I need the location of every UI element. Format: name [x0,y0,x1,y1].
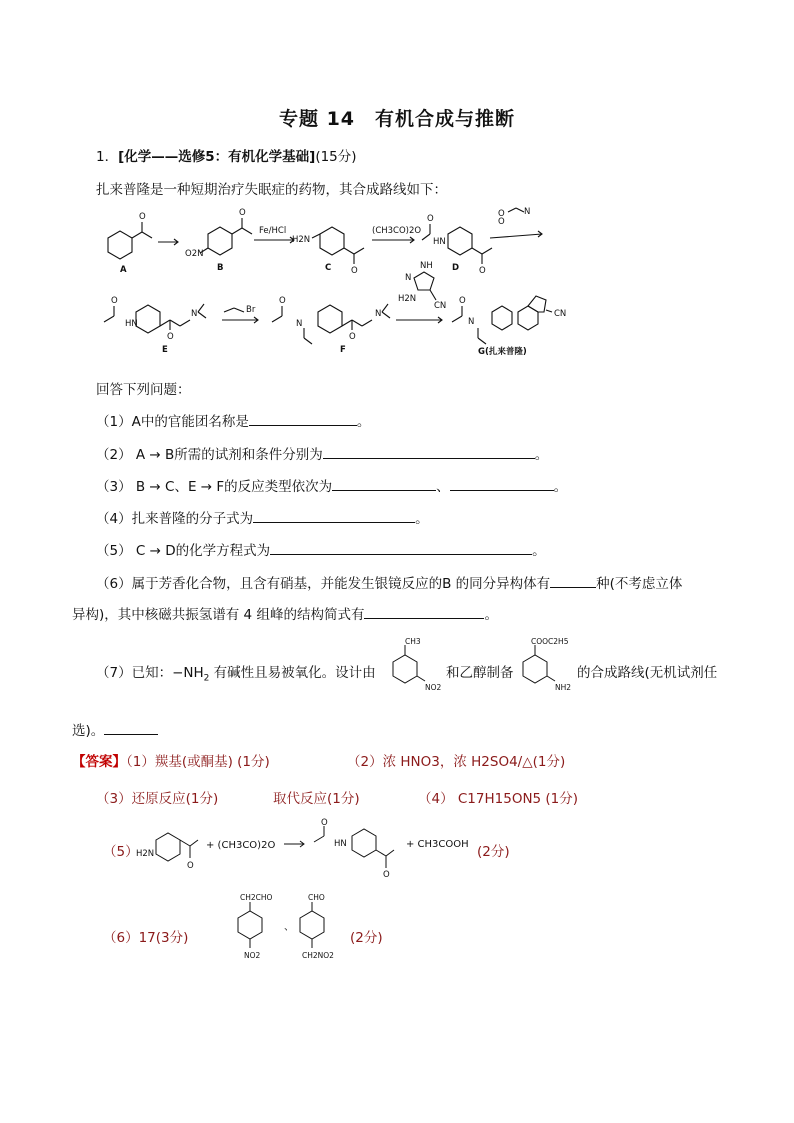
svg-text:NH2: NH2 [555,683,572,692]
question-item-6-cont: 异构)，其中核磁共振氢谱有 4 组峰的结构简式有 。 [72,607,498,623]
group-label: N [375,309,382,319]
question-item-7-mid: 和乙醇制备 [446,665,514,681]
group-label: O2N [185,249,204,259]
svg-text:O: O [279,296,286,306]
answer-3b: 取代反应(1分) [273,791,360,807]
svg-text:O: O [351,266,358,276]
answer-5-label: （5） [103,844,139,860]
svg-text:CH2CHO: CH2CHO [240,893,273,902]
question-item-5: （5） C → D的化学方程式为 。 [96,543,546,559]
answer-6-points: (2分) [350,930,383,946]
group-label: N [524,207,531,217]
svg-text:+ (CH3CO)2O: + (CH3CO)2O [206,840,276,851]
svg-text:O: O [383,870,390,880]
reagent-label: Br [246,305,256,315]
answer-2: （2）浓 HNO3，浓 H2SO4/△(1分) [347,754,566,770]
svg-text:O: O [479,266,486,276]
blank-6b[interactable] [364,605,484,619]
svg-text:O: O [321,818,328,828]
question-item-4: （4）扎来普隆的分子式为 。 [96,511,429,527]
question-item-2: （2） A → B所需的试剂和条件分别为 。 [96,447,549,463]
question-intro: 扎来普隆是一种短期治疗失眠症的药物，其合成路线如下： [96,182,447,198]
svg-text:、: 、 [284,922,294,933]
reagent-label: (CH3CO)2O [372,226,422,236]
compound-label-c: C [325,263,332,273]
question-number: 1． [96,149,119,165]
compound-label-a: A [120,265,127,275]
group-label: H2N [398,294,417,304]
blank-5[interactable] [270,541,532,555]
svg-text:HN: HN [334,839,347,849]
svg-text:COOC2H5: COOC2H5 [531,637,569,646]
group-label: O [498,217,505,227]
page-title: 专题 14 有机合成与推断 [278,108,516,130]
compound-label-f: F [340,345,346,355]
svg-text:O: O [349,332,356,342]
toluene-nitro-structure [383,636,443,698]
question-item-3: （3） B → C、E → F的反应类型依次为 、 。 [96,479,568,495]
question-points: (15分) [315,149,357,165]
svg-text:O: O [427,214,434,224]
blank-1[interactable] [249,412,357,426]
svg-text:CH2NO2: CH2NO2 [302,951,334,960]
group-label: N [296,319,303,329]
blank-2[interactable] [323,445,535,459]
blank-3a[interactable] [332,477,436,491]
group-label: N [405,273,412,283]
answer-5-points: (2分) [477,844,510,860]
svg-text:O: O [167,332,174,342]
svg-text:O: O [459,296,466,306]
question-header [96,145,357,165]
ester-amine-structure [513,636,579,698]
group-label: H2N [292,235,311,245]
group-label: CN [434,301,447,311]
answer-prompt: 回答下列问题： [96,382,191,398]
answer-4: （4） C17H15ON5 (1分) [418,791,579,807]
group-label: HN [433,237,446,247]
compound-label-e: E [162,345,168,355]
svg-text:O: O [187,861,194,871]
answer-5-equation [134,818,504,878]
blank-7[interactable] [104,721,158,735]
svg-text:NO2: NO2 [425,683,442,692]
question-item-7: （7）已知：$-NH_2$ 有碱性且易被氧化。设计由 [96,665,376,684]
question-topic: [化学——选修5：有机化学基础] [118,149,316,165]
group-label: CN [554,309,567,319]
synthesis-scheme [96,200,567,370]
answer-line-1: 【答案】（1）羰基(或酮基) (1分) [72,754,270,770]
group-label: O [498,209,505,219]
svg-text:O: O [139,212,146,222]
svg-text:NO2: NO2 [244,951,261,960]
svg-text:O: O [239,208,246,218]
group-label: NH [420,261,433,271]
group-label: N [191,309,198,319]
compound-label-g: G(扎来普隆) [478,347,527,357]
group-label: N [468,317,475,327]
blank-6a[interactable] [550,574,596,588]
question-item-1: （1）A中的官能团名称是 。 [96,414,371,430]
question-item-7-post: 的合成路线(无机试剂任 [577,665,718,681]
answer-3a: （3）还原反应(1分) [96,791,219,807]
question-item-6: （6）属于芳香化合物，且含有硝基，并能发生银镜反应的B 的同分异构体有 种(不考虑立体 [96,576,683,592]
svg-text:CHO: CHO [308,893,325,902]
answer-tag: 【答案】 [72,754,126,770]
answer-6-label: （6）17(3分) [103,930,189,946]
blank-4[interactable] [253,509,415,523]
svg-text:H2N: H2N [136,849,155,859]
compound-label-d: D [452,263,460,273]
group-label: HN [125,319,138,329]
blank-3b[interactable] [450,477,554,491]
svg-text:O: O [111,296,118,306]
answer-6-structures [226,890,356,974]
svg-text:CH3: CH3 [405,637,421,646]
reagent-label: Fe/HCl [259,226,287,236]
question-item-7-cont: 选)。 [72,719,158,739]
svg-text:+ CH3COOH: + CH3COOH [406,839,469,850]
compound-label-b: B [217,263,224,273]
